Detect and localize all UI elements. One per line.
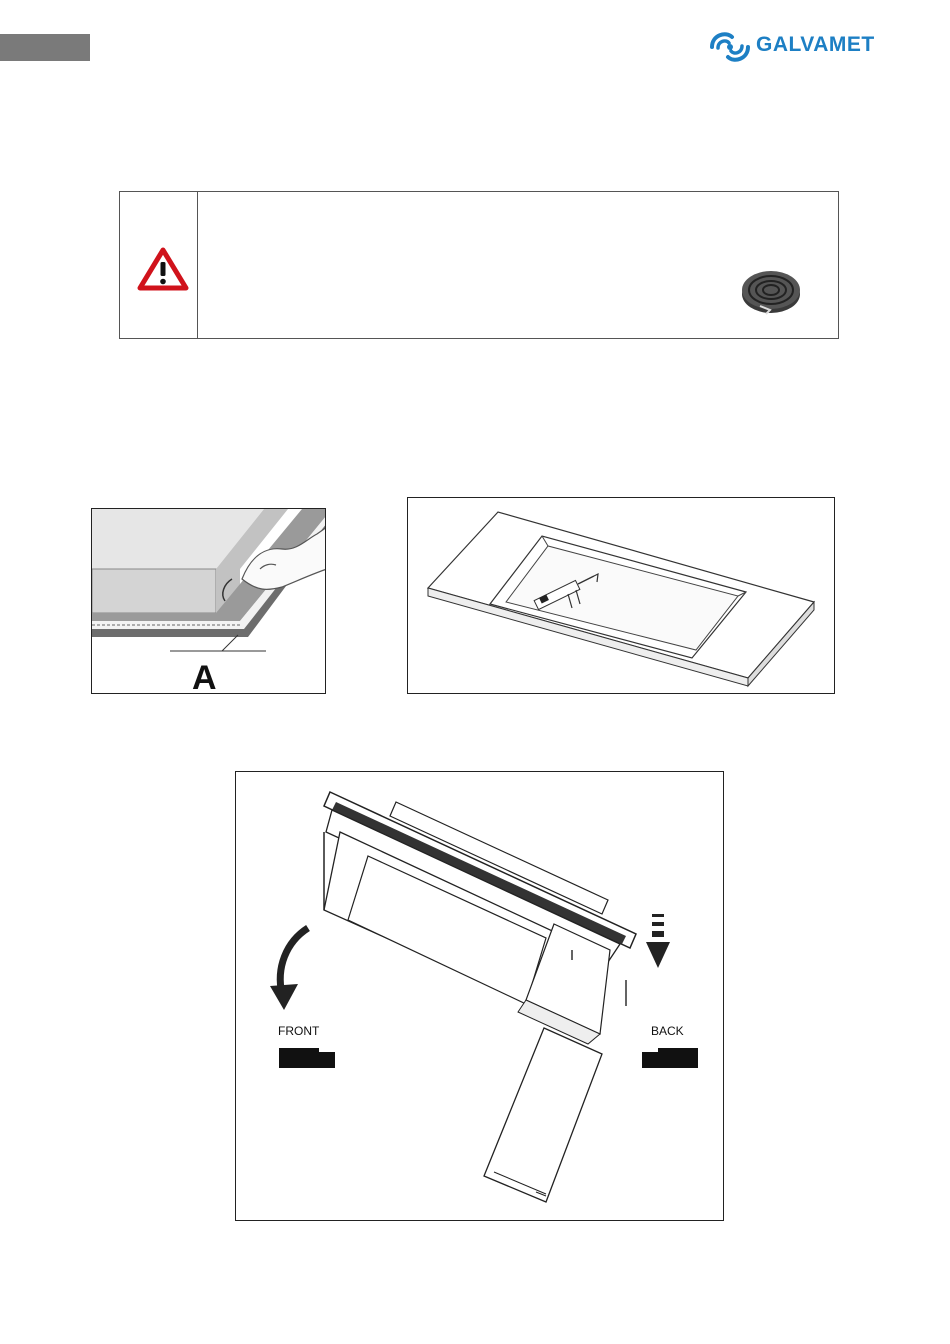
- seal-application-figure: [91, 508, 326, 694]
- back-label: BACK: [651, 1024, 684, 1038]
- front-label: FRONT: [278, 1024, 320, 1038]
- warning-triangle-icon: [137, 247, 189, 291]
- back-marker-step: [658, 1048, 698, 1052]
- page-corner-tab: [0, 34, 90, 61]
- front-marker-bar: [279, 1052, 335, 1068]
- brand-logo: [706, 26, 906, 68]
- worktop-cutout-figure: [407, 497, 835, 694]
- brand-swirl-icon: [706, 26, 754, 68]
- warning-box: [119, 191, 839, 339]
- worktop-drawing: [408, 498, 835, 694]
- installation-drawing: [236, 772, 724, 1221]
- seal-label-a: A: [192, 659, 217, 694]
- front-curved-arrow-icon: [270, 928, 308, 1010]
- installation-figure: [235, 771, 724, 1221]
- warning-divider: [197, 192, 198, 338]
- back-marker-bar: [642, 1052, 698, 1068]
- gasket-roll-icon: [740, 266, 802, 316]
- front-marker-step: [279, 1048, 319, 1052]
- brand-name: GALVAMET: [756, 33, 875, 56]
- back-down-arrow-icon: [646, 914, 670, 968]
